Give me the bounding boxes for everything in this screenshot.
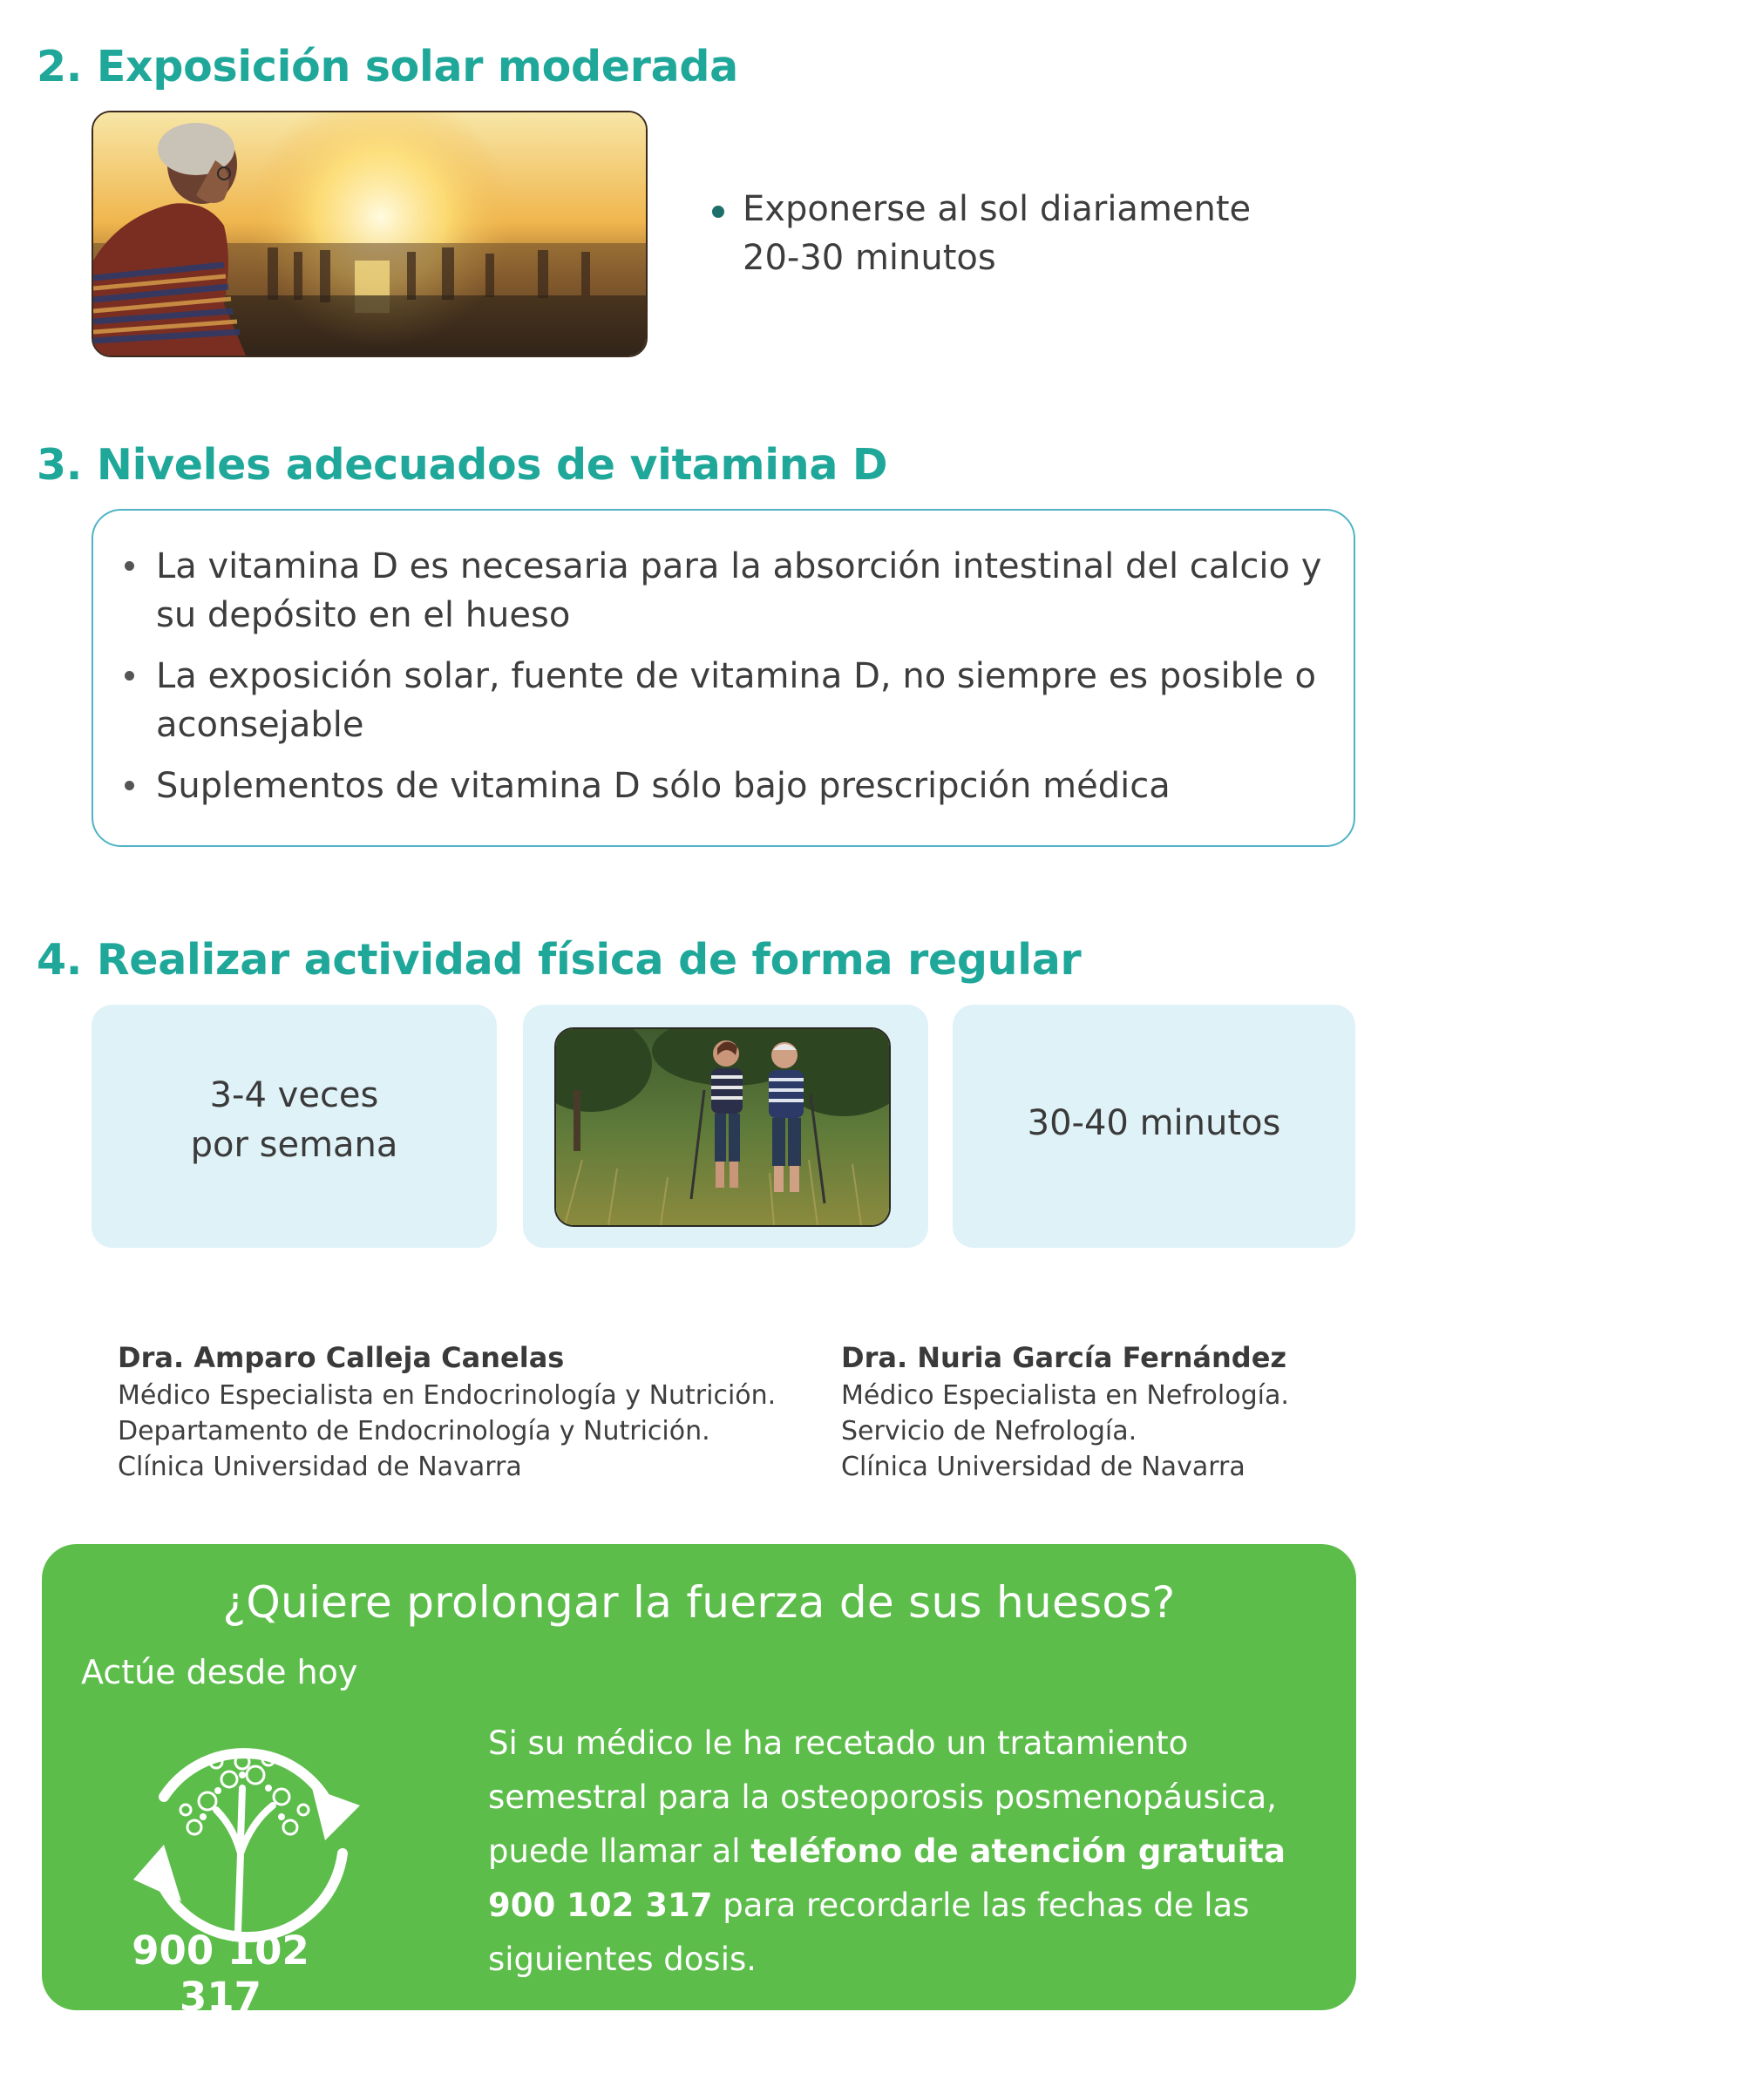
frequency-line-2: por semana [190, 1125, 398, 1165]
doctor-line: Clínica Universidad de Navarra [118, 1452, 522, 1482]
list-item-text: Suplementos de vitamina D sólo bajo prescripción médica [156, 766, 1171, 806]
section-4-title: 4. Realizar actividad física de forma regular [37, 935, 1082, 985]
walking-couple-photo [554, 1027, 891, 1227]
sunset-woman-photo [92, 111, 648, 357]
duration-text: 30-40 minutos [1027, 1103, 1281, 1143]
frequency-line-1: 3-4 veces [209, 1075, 379, 1115]
doctor-line: Médico Especialista en Nefrología. [841, 1380, 1289, 1411]
doctor-line: Médico Especialista en Endocrinología y Nutrición. [118, 1380, 777, 1411]
callout-text [488, 1717, 1325, 1987]
callout-text-part-1: Si su médico le ha recetado un tratamiento semestral para la osteoporosis posmenopáusica, puede llamar al [488, 1724, 1277, 1870]
frequency-panel [92, 1005, 497, 1248]
photo-panel [523, 1005, 928, 1248]
bullet-dot [712, 206, 724, 218]
phone-number-inline: 900 102 317 [488, 1887, 713, 1924]
doctor-line: Servicio de Nefrología. [841, 1416, 1137, 1446]
doctor-credit-1 [118, 1338, 776, 1485]
vitamin-d-box [92, 509, 1355, 847]
section-2-bullet-text: Exponerse al sol diariamente 20-30 minutos [743, 189, 1252, 278]
section-3-title: 3. Niveles adecuados de vitamina D [37, 440, 888, 490]
callout-title: ¿Quiere prolongar la fuerza de sus huesos? [222, 1577, 1176, 1628]
doctor-line: Departamento de Endocrinología y Nutrición. [118, 1416, 710, 1446]
callout-box [42, 1544, 1356, 2020]
list-item [156, 762, 1324, 810]
duration-panel [953, 1005, 1355, 1248]
frequency-text [92, 1071, 497, 1170]
doctor-name: Dra. Amparo Calleja Canelas [118, 1341, 565, 1374]
bullet-dot [125, 671, 134, 681]
doctor-credit-2 [841, 1338, 1289, 1485]
callout-text-part-2: para recordarle las fechas de las siguientes dosis. [488, 1887, 1250, 1978]
list-item [156, 542, 1324, 640]
tree-cycle-icon [103, 1714, 382, 1949]
doctor-line: Clínica Universidad de Navarra [841, 1452, 1246, 1482]
free-phone-label: teléfono de atención gratuita [750, 1832, 1286, 1870]
list-item [156, 652, 1324, 749]
list-item-text: La vitamina D es necesaria para la absorción intestinal del calcio y su depósito en el hueso [156, 546, 1322, 635]
list-item-text: La exposición solar, fuente de vitamina D, no siempre es posible o aconsejable [156, 656, 1316, 745]
doctor-name: Dra. Nuria García Fernández [841, 1341, 1287, 1374]
bullet-dot [125, 561, 134, 571]
bullet-dot [125, 781, 134, 790]
section-2-title: 2. Exposición solar moderada [37, 42, 738, 91]
callout-subtitle: Actúe desde hoy [81, 1653, 358, 1691]
callout-phone-number: 900 102 317 [132, 1927, 309, 2020]
